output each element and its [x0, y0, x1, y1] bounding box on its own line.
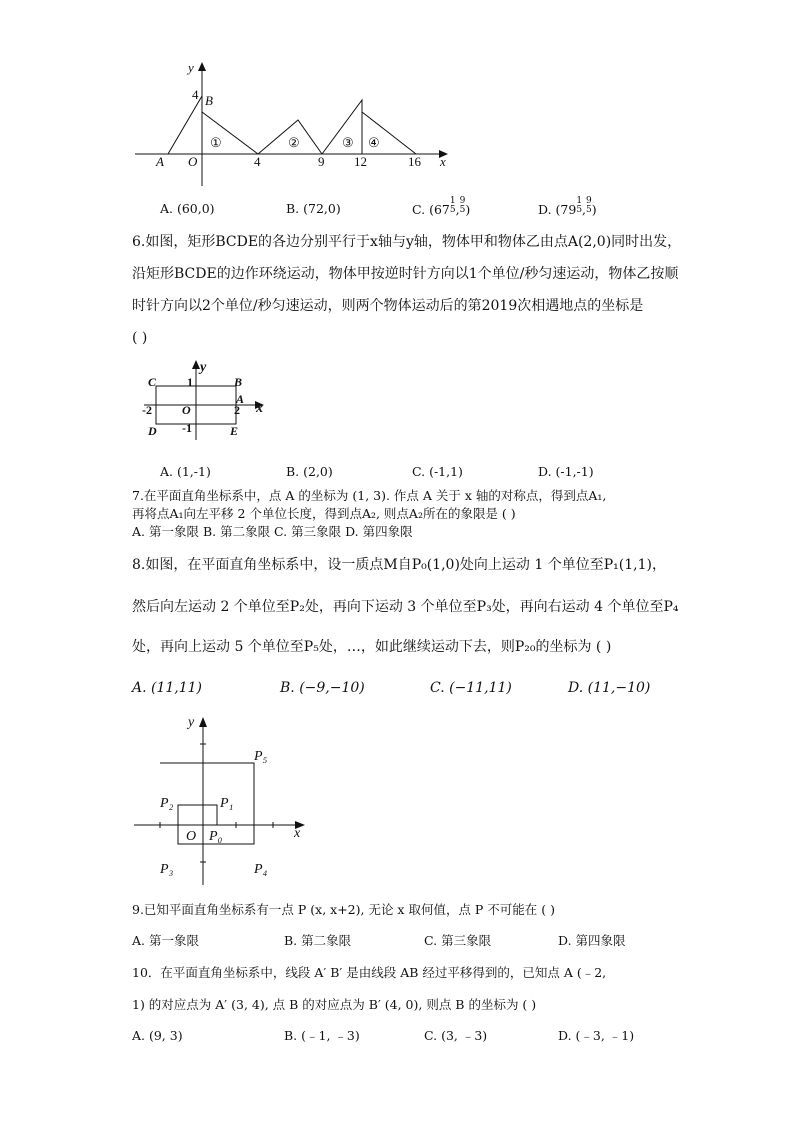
frac-num: 9	[459, 196, 466, 206]
frac-den: 5	[459, 205, 466, 215]
region-label-4: ④	[368, 135, 380, 150]
figure-rectangle	[140, 356, 280, 442]
q6-option-d: D. (-1,-1)	[538, 464, 594, 479]
x-tick-12: 12	[354, 154, 367, 169]
region-label-1: ①	[210, 135, 222, 150]
y-axis-label: y	[188, 60, 194, 75]
q8-line-1: 8.如图，在平面直角坐标系中，设一质点M自P₀(1,0)处向上运动 1 个单位至P₁(1,1)，	[132, 557, 666, 573]
frac-num: 1	[449, 196, 456, 206]
figure-triangles	[130, 58, 460, 188]
q8-line-3: 处，再向上运动 5 个单位至P₅处，…，如此继续运动下去，则P₂₀的坐标为 ( )	[132, 639, 612, 655]
p1-label: P₁	[220, 796, 234, 811]
q10-option-b: B. (﹣1, ﹣3)	[284, 1028, 360, 1043]
q6-option-b: B. (2,0)	[286, 464, 333, 479]
q9-option-b: B. 第二象限	[284, 933, 352, 948]
origin-label: O	[186, 829, 197, 844]
q9-option-d: D. 第四象限	[558, 933, 626, 948]
q7-line-3: A. 第一象限 B. 第二象限 C. 第三象限 D. 第四象限	[132, 524, 413, 539]
frac-den: 5	[586, 205, 592, 215]
point-b-label: B	[205, 93, 213, 108]
q6-paren: ( )	[132, 330, 148, 346]
q5-option-c-text: C. (67	[412, 201, 450, 217]
q9-option-a: A. 第一象限	[132, 933, 199, 948]
q9-line-1: 9.已知平面直角坐标系有一点 P (x, x+2), 无论 x 取何值，点 P 不可能在 ( )	[132, 902, 556, 917]
q8-option-d: D. (11,−10)	[568, 680, 651, 696]
frac-num: 9	[586, 196, 592, 206]
region-label-2: ②	[288, 135, 300, 150]
p2-label: P₂	[160, 796, 174, 811]
q6-line-2: 沿矩形BCDE的边作环绕运动，物体甲按逆时针方向以1个单位/秒匀速运动，物体乙按顺	[132, 266, 679, 282]
p4-label: P₄	[254, 862, 268, 877]
p5-label: P₅	[254, 749, 268, 764]
p3-label: P₃	[160, 862, 174, 877]
point-a-label: A	[236, 392, 245, 406]
q6-line-3: 时针方向以2个单位/秒匀速运动，则两个物体运动后的第2019次相遇地点的坐标是	[132, 298, 644, 314]
frac-num: 1	[576, 196, 583, 206]
q8-line-2: 然后向左运动 2 个单位至P₂处，再向下运动 3 个单位至P₃处，再向右运动 4 个单位至P₄	[132, 599, 679, 615]
q10-line-1: 10．在平面直角坐标系中，线段 A′ B′ 是由线段 AB 经过平移得到的，已知点 A (﹣2,	[132, 965, 607, 980]
x-tick-16: 16	[408, 154, 421, 169]
x-tick-9: 9	[318, 154, 325, 169]
x-axis-label: x	[256, 401, 263, 416]
x-axis-label: x	[294, 826, 301, 841]
frac-den: 5	[576, 205, 583, 215]
q5-option-a: A. (60,0)	[160, 201, 215, 216]
x-axis-label: x	[440, 154, 446, 169]
y-axis-label: y	[188, 715, 195, 730]
region-label-3: ③	[342, 135, 354, 150]
q6-line-1: 6.如图，矩形BCDE的各边分别平行于x轴与y轴，物体甲和物体乙由点A(2,0)同时出发，	[132, 234, 682, 250]
point-a-label: A	[156, 154, 164, 169]
origin-label: O	[182, 403, 191, 417]
q9-option-c: C. 第三象限	[424, 933, 492, 948]
q7-line-1: 7.在平面直角坐标系中，点 A 的坐标为 (1, 3). 作点 A 关于 x 轴的对称点，得到点A₁,	[132, 488, 607, 503]
q6-option-c: C. (-1,1)	[412, 464, 463, 479]
q7-line-2: 再将点A₁向左平移 2 个单位长度，得到点A₂, 则点A₂所在的象限是 ( )	[132, 506, 516, 521]
tick-4-y: 4	[192, 87, 199, 102]
q10-line-2: 1) 的对应点为 A′ (3, 4), 点 B 的对应点为 B′ (4, 0), 则点 B 的坐标为 ( )	[132, 997, 537, 1012]
q10-option-d: D. (﹣3, ﹣1)	[558, 1028, 635, 1043]
q10-option-c: C. (3, ﹣3)	[424, 1028, 488, 1043]
tick-minus-2: -2	[142, 403, 152, 417]
q8-option-b: B. (−9,−10)	[280, 680, 365, 696]
tick-minus-1: -1	[182, 421, 192, 435]
point-b-label: B	[234, 375, 243, 389]
q8-option-c: C. (−11,11)	[430, 680, 512, 696]
tick-1: 1	[187, 375, 193, 389]
q5-option-b: B. (72,0)	[286, 201, 341, 216]
y-axis-label: y	[200, 360, 207, 375]
origin-label: O	[188, 154, 198, 169]
x-tick-4: 4	[254, 154, 261, 169]
figure-spiral	[130, 710, 315, 890]
p0-label: P₀	[209, 829, 223, 844]
q5-option-d-text: D. (79	[538, 201, 577, 217]
point-d-label: D	[148, 424, 157, 438]
q8-option-a: A. (11,11)	[132, 680, 203, 696]
point-c-label: C	[148, 375, 157, 389]
q6-option-a: A. (1,-1)	[160, 464, 211, 479]
frac-den: 5	[449, 205, 456, 215]
point-e-label: E	[230, 424, 239, 438]
tick-2: 2	[234, 403, 240, 417]
q5-option-d: D. (791 5,9 5)	[538, 196, 597, 217]
q10-option-a: A. (9, 3)	[132, 1028, 183, 1043]
q5-option-c: C. (671 5,9 5)	[412, 196, 471, 217]
